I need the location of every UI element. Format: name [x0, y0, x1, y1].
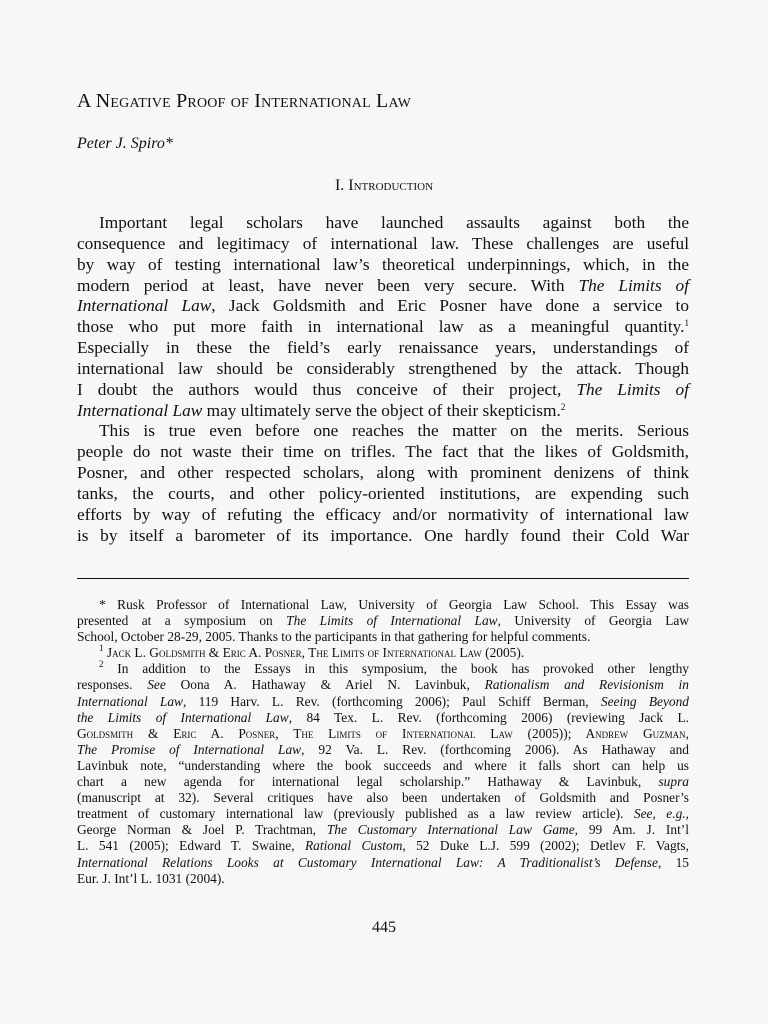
footnote-divider [77, 578, 689, 579]
footnote-line: The Promise of International Law, 92 Va. L. Rev. (forthcoming 2006). As Hathaway and [77, 741, 689, 757]
footnote-line: responses. See Oona A. Hathaway & Ariel N. Lavinbuk, Rationalism and Revisionism in [77, 677, 689, 693]
footnote-line: treatment of customary international law (previously published as a law review article). See, e.g., [77, 806, 689, 822]
body-line: Especially in these the field’s early renaissance years, understandings of [77, 338, 689, 358]
footnote-line: George Norman & Joel P. Trachtman, The Customary International Law Game, 99 Am. J. Int’l [77, 822, 689, 838]
body-line: I doubt the authors would thus conceive of their project, The Limits of [77, 379, 689, 399]
body-line: Important legal scholars have launched assaults against both the [99, 213, 689, 232]
footnote-line: * Rusk Professor of International Law, University of Georgia Law School. This Essay was [99, 597, 689, 612]
body-line: international law should be considerably strengthened by the attack. Though [77, 358, 689, 378]
footnote-line: Goldsmith & Eric A. Posner, The Limits of International Law (2005)); Andrew Guzman, [77, 725, 689, 741]
footnote-line: $^1$ Jack L. Goldsmith & Eric A. Posner, The Limits of International Law (2005). [99, 643, 525, 661]
page-number: 445 [372, 919, 396, 936]
section-heading: I. Introduction [334, 177, 434, 194]
body-line: Posner, and other respected scholars, along with prominent denizens of think [77, 463, 689, 483]
body-line: This is true even before one reaches the matter on the merits. Serious [99, 421, 689, 441]
footnote-ref[interactable]: 2 [560, 401, 566, 412]
footnote-line: (manuscript at 32). Several critiques have also been undertaken of Goldsmith and Posner’s [77, 790, 689, 806]
footnote-line: L. 541 (2005); Edward T. Swaine, Rational Custom, 52 Duke L.J. 599 (2002); Detlev F. Vagts, [77, 838, 689, 854]
body-line: modern period at least, have never been very secure. With The Limits of [77, 275, 689, 295]
footnote-ref[interactable]: 1 [684, 318, 689, 329]
footnote-line: International Law, 119 Harv. L. Rev. (forthcoming 2006); Paul Schiff Berman, Seeing Beyond [77, 693, 689, 709]
footnote-line: Eur. J. Int’l L. 1031 (2004). [77, 870, 225, 886]
article-title: A Negative Proof of International Law [77, 90, 412, 112]
body-line: is by itself a barometer of its importance. One hardly found their Cold War [77, 525, 689, 545]
footnote-line: School, October 28-29, 2005. Thanks to the participants in that gathering for helpful comments. [77, 629, 591, 645]
footnote-line: International Relations Looks at Customary International Law: A Traditionalist’s Defense, 15 [77, 854, 689, 870]
footnote-line: the Limits of International Law, 84 Tex. L. Rev. (forthcoming 2006) (reviewing Jack L. [77, 709, 689, 725]
footnote-line: chart a new agenda for international legal scholarship.” Hathaway & Lavinbuk, supra [77, 774, 689, 790]
body-line: by way of testing international law’s theoretical underpinnings, which, in the [77, 254, 689, 274]
body-line: those who put more faith in international law as a meaningful quantity.$^1$ [77, 317, 689, 337]
footnotes [77, 597, 689, 887]
body-line: tanks, the courts, and other policy-oriented institutions, are expending such [77, 483, 689, 503]
body-line: people do not waste their time on trifles. The fact that the likes of Goldsmith, [77, 442, 689, 462]
footnote-line: $^2$ In addition to the Essays in this symposium, the book has provoked other lengthy [99, 659, 689, 677]
footnote-line: Lavinbuk note, “understanding where the book succeeds and where it falls short can help us [77, 757, 689, 773]
body-text [77, 213, 689, 547]
body-line: International Law may ultimately serve the object of their skepticism.$^2$ [77, 400, 566, 420]
body-line: International Law, Jack Goldsmith and Eric Posner have done a service to [77, 296, 689, 316]
body-line: consequence and legitimacy of international law. These challenges are useful [77, 233, 689, 253]
author-name: Peter J. Spiro* [77, 135, 173, 152]
body-line: efforts by way of refuting the efficacy and/or normativity of international law [77, 504, 689, 524]
footnote-line: presented at a symposium on The Limits of International Law, University of Georgia Law [77, 613, 689, 629]
